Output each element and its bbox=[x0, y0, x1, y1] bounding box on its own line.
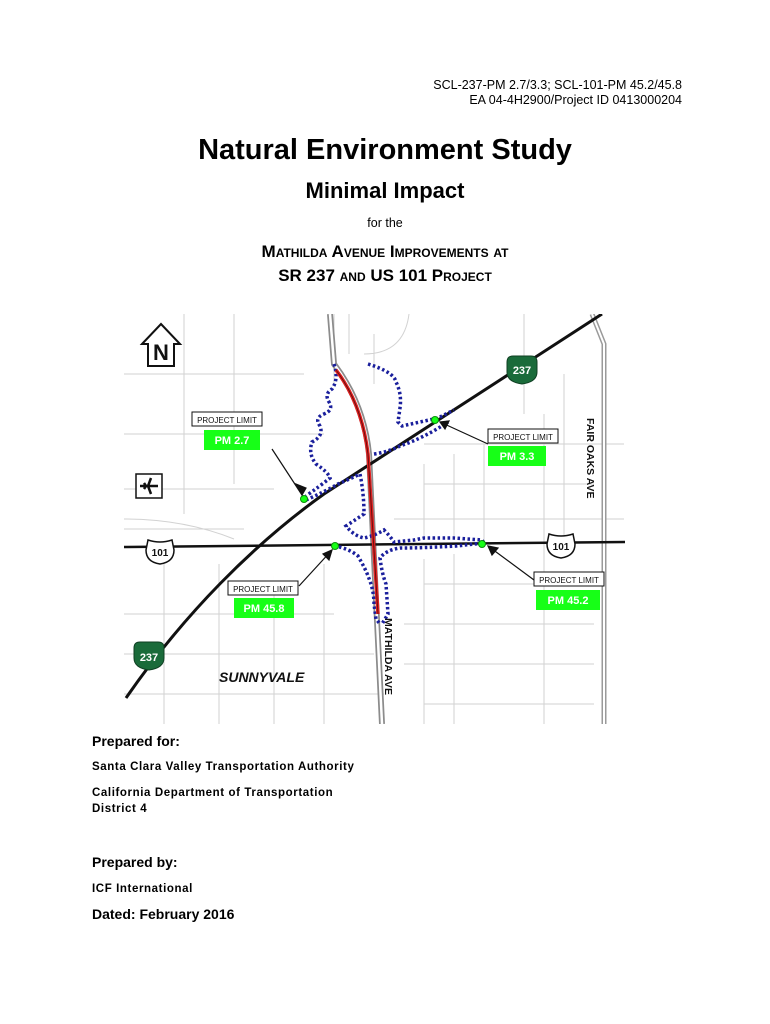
fair-oaks-ave-label: FAIR OAKS AVE bbox=[584, 418, 596, 499]
us101-shield-label-right: 101 bbox=[552, 542, 570, 553]
sunnyvale-label: SUNNYVALE bbox=[219, 669, 305, 685]
project-limit-label-pm458: PROJECT LIMIT bbox=[233, 585, 293, 594]
document-reference bbox=[433, 78, 682, 108]
callout-pm452 bbox=[534, 572, 604, 610]
project-title-line-1: Mathilda Avenue Improvements at bbox=[261, 242, 509, 261]
us101-shield-icon-left bbox=[146, 540, 174, 564]
project-limit-label-pm27: PROJECT LIMIT bbox=[197, 416, 257, 425]
sr237-shield-label-upper: 237 bbox=[512, 365, 532, 377]
prepared-for-org-2-line-2: District 4 bbox=[92, 803, 148, 815]
us101-shield-label-left: 101 bbox=[151, 548, 169, 559]
project-title bbox=[0, 240, 770, 288]
reference-line-1: SCL-237-PM 2.7/3.3; SCL-101-PM 45.2/45.8 bbox=[433, 78, 682, 92]
prepared-for-org-2-line-1: California Department of Transportation bbox=[92, 787, 334, 799]
prepared-for-heading: Prepared for: bbox=[92, 733, 180, 749]
prepared-by-heading: Prepared by: bbox=[92, 854, 178, 870]
dated-line: Dated: February 2016 bbox=[92, 906, 235, 922]
callout-pm458 bbox=[228, 581, 298, 618]
mathilda-ave-label: MATHILDA AVE bbox=[382, 618, 394, 695]
pm33-label: PM 3.3 bbox=[499, 451, 535, 463]
sr237-shield-icon-upper bbox=[507, 356, 537, 384]
pm452-point bbox=[479, 541, 486, 548]
prepared-for-org-1: Santa Clara Valley Transportation Authority bbox=[92, 761, 355, 773]
for-the-text: for the bbox=[367, 216, 403, 230]
document-title: Natural Environment Study bbox=[198, 134, 572, 166]
pm458-point bbox=[332, 543, 339, 550]
prepared-for-section bbox=[92, 733, 180, 749]
pm27-label: PM 2.7 bbox=[214, 435, 250, 447]
prepared-for-org-2 bbox=[92, 785, 333, 817]
pm33-point bbox=[432, 417, 439, 424]
project-title-line-2: SR 237 and US 101 Project bbox=[278, 266, 492, 285]
pm27-point bbox=[301, 496, 308, 503]
us101-shield-icon-right bbox=[547, 534, 575, 558]
sr237-shield-label-lower: 237 bbox=[139, 652, 159, 664]
pm452-label: PM 45.2 bbox=[547, 595, 589, 607]
project-limit-label-pm452: PROJECT LIMIT bbox=[539, 576, 599, 585]
document-subtitle: Minimal Impact bbox=[305, 178, 465, 203]
project-limit-label-pm33: PROJECT LIMIT bbox=[493, 433, 553, 442]
pm458-label: PM 45.8 bbox=[243, 603, 285, 615]
airport-icon bbox=[136, 474, 162, 498]
north-letter: N bbox=[153, 340, 169, 365]
prepared-by-org: ICF International bbox=[92, 883, 193, 895]
sr237-shield-icon-lower bbox=[134, 642, 164, 670]
project-location-map bbox=[124, 314, 625, 724]
reference-line-2: EA 04-4H2900/Project ID 0413000204 bbox=[469, 93, 682, 107]
